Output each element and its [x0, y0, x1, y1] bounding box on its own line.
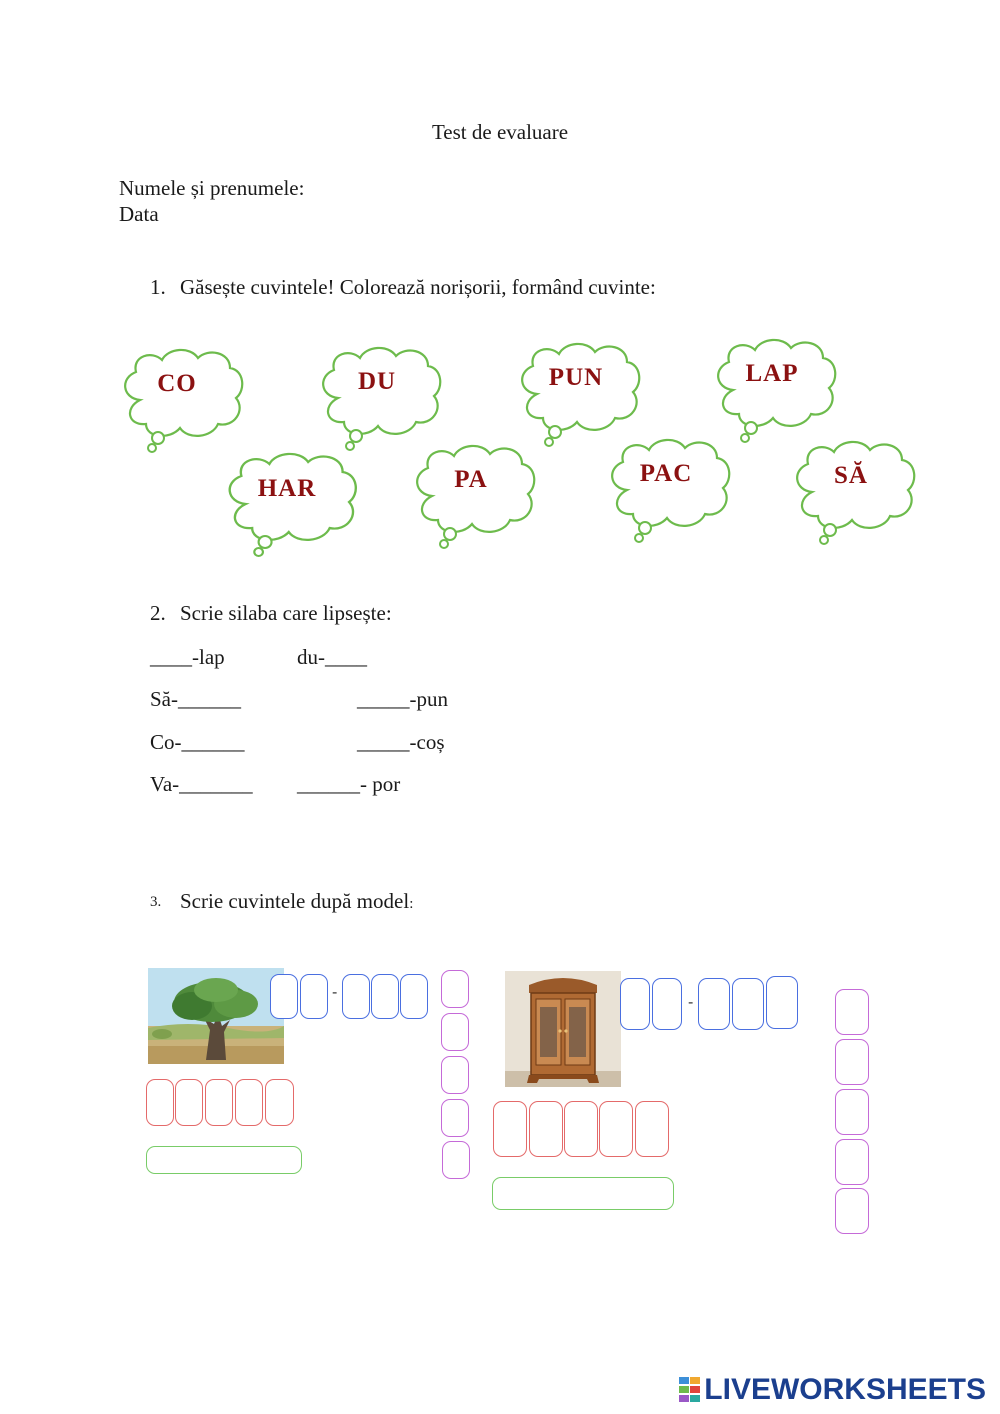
cloud-pa-shape: [410, 444, 540, 549]
syllable-item[interactable]: du-____: [297, 645, 367, 669]
cloud-pa-word: PA: [454, 466, 488, 493]
word-answer-field[interactable]: [146, 1146, 302, 1174]
cloud-har-word: HAR: [257, 475, 317, 502]
letter-box[interactable]: [493, 1101, 527, 1157]
letter-box[interactable]: [766, 976, 798, 1029]
cloud-pac-word: PAC: [639, 460, 693, 487]
letter-box[interactable]: [265, 1079, 294, 1126]
letter-box[interactable]: [300, 974, 328, 1019]
exercise1-number: 1.: [150, 275, 166, 299]
liveworksheets-logo: [679, 1374, 986, 1406]
letter-box[interactable]: [652, 978, 682, 1030]
exercise3-number: 3.: [150, 894, 162, 910]
exercise2-number: 2.: [150, 601, 166, 625]
letter-box[interactable]: [342, 974, 370, 1019]
cloud-lap-word: LAP: [745, 360, 799, 387]
cloud-co[interactable]: [118, 348, 248, 450]
syllable-item[interactable]: _____-coș: [357, 730, 445, 754]
letter-box[interactable]: [441, 970, 469, 1008]
exercise2-instruction: Scrie silaba care lipsește:: [180, 601, 392, 625]
letter-box[interactable]: [835, 1039, 869, 1085]
cloud-du[interactable]: [316, 346, 446, 448]
exercise1-instruction: Găsește cuvintele! Colorează norișorii, formând cuvinte:: [180, 275, 656, 299]
cloud-sa-word: SĂ: [834, 462, 868, 489]
letter-box[interactable]: [835, 1188, 869, 1234]
letter-box[interactable]: [175, 1079, 203, 1126]
syllable-item[interactable]: _____-pun: [357, 687, 448, 711]
letter-box[interactable]: [441, 1099, 469, 1137]
letter-box[interactable]: [205, 1079, 233, 1126]
tree-image: [148, 968, 284, 1064]
cloud-pa[interactable]: [410, 444, 540, 546]
liveworksheets-logo-icon: [679, 1377, 701, 1403]
letter-box[interactable]: [371, 974, 399, 1019]
syllable-dash: -: [332, 984, 338, 1001]
cloud-du-shape: [316, 346, 446, 451]
letter-box[interactable]: [529, 1101, 563, 1157]
cloud-har[interactable]: [222, 452, 362, 554]
syllable-dash: -: [688, 994, 694, 1011]
cloud-pun-shape: [515, 342, 645, 447]
cloud-co-shape: [118, 348, 248, 453]
letter-box[interactable]: [732, 978, 764, 1030]
cloud-co-word: CO: [157, 370, 197, 397]
cloud-har-shape: [222, 452, 362, 557]
cloud-sa[interactable]: [790, 440, 920, 542]
wardrobe-image: [505, 971, 621, 1087]
cloud-pun-word: PUN: [548, 364, 604, 391]
cloud-lap-shape: [711, 338, 841, 443]
letter-box[interactable]: [441, 1013, 469, 1051]
letter-box[interactable]: [635, 1101, 669, 1157]
name-label: Numele și prenumele:: [119, 176, 305, 200]
letter-box[interactable]: [835, 1139, 869, 1185]
page-title: Test de evaluare: [431, 120, 569, 144]
letter-box[interactable]: [620, 978, 650, 1030]
syllable-item[interactable]: ______- por: [297, 772, 401, 796]
cloud-pac-shape: [605, 438, 735, 543]
letter-box[interactable]: [564, 1101, 598, 1157]
syllable-item[interactable]: ____-lap: [150, 645, 225, 669]
letter-box[interactable]: [400, 974, 428, 1019]
letter-box[interactable]: [835, 1089, 869, 1135]
cloud-pac[interactable]: [605, 438, 735, 540]
letter-box[interactable]: [599, 1101, 633, 1157]
cloud-du-word: DU: [357, 368, 397, 395]
letter-box[interactable]: [441, 1056, 469, 1094]
letter-box[interactable]: [698, 978, 730, 1030]
cloud-lap[interactable]: [711, 338, 841, 440]
letter-box[interactable]: [442, 1141, 470, 1179]
letter-box[interactable]: [835, 989, 869, 1035]
letter-box[interactable]: [270, 974, 298, 1019]
cloud-sa-shape: [790, 440, 920, 545]
exercise3-instruction: Scrie cuvintele după model:: [180, 889, 414, 913]
letter-box[interactable]: [146, 1079, 174, 1126]
letter-box[interactable]: [235, 1079, 263, 1126]
liveworksheets-brand: LIVEWORKSHEETS: [704, 1373, 986, 1406]
syllable-item[interactable]: Va-_______: [150, 772, 253, 796]
date-label: Data: [119, 202, 159, 226]
syllable-item[interactable]: Co-______: [150, 730, 245, 754]
syllable-item[interactable]: Să-______: [150, 687, 241, 711]
cloud-pun[interactable]: [515, 342, 645, 444]
word-answer-field[interactable]: [492, 1177, 674, 1210]
